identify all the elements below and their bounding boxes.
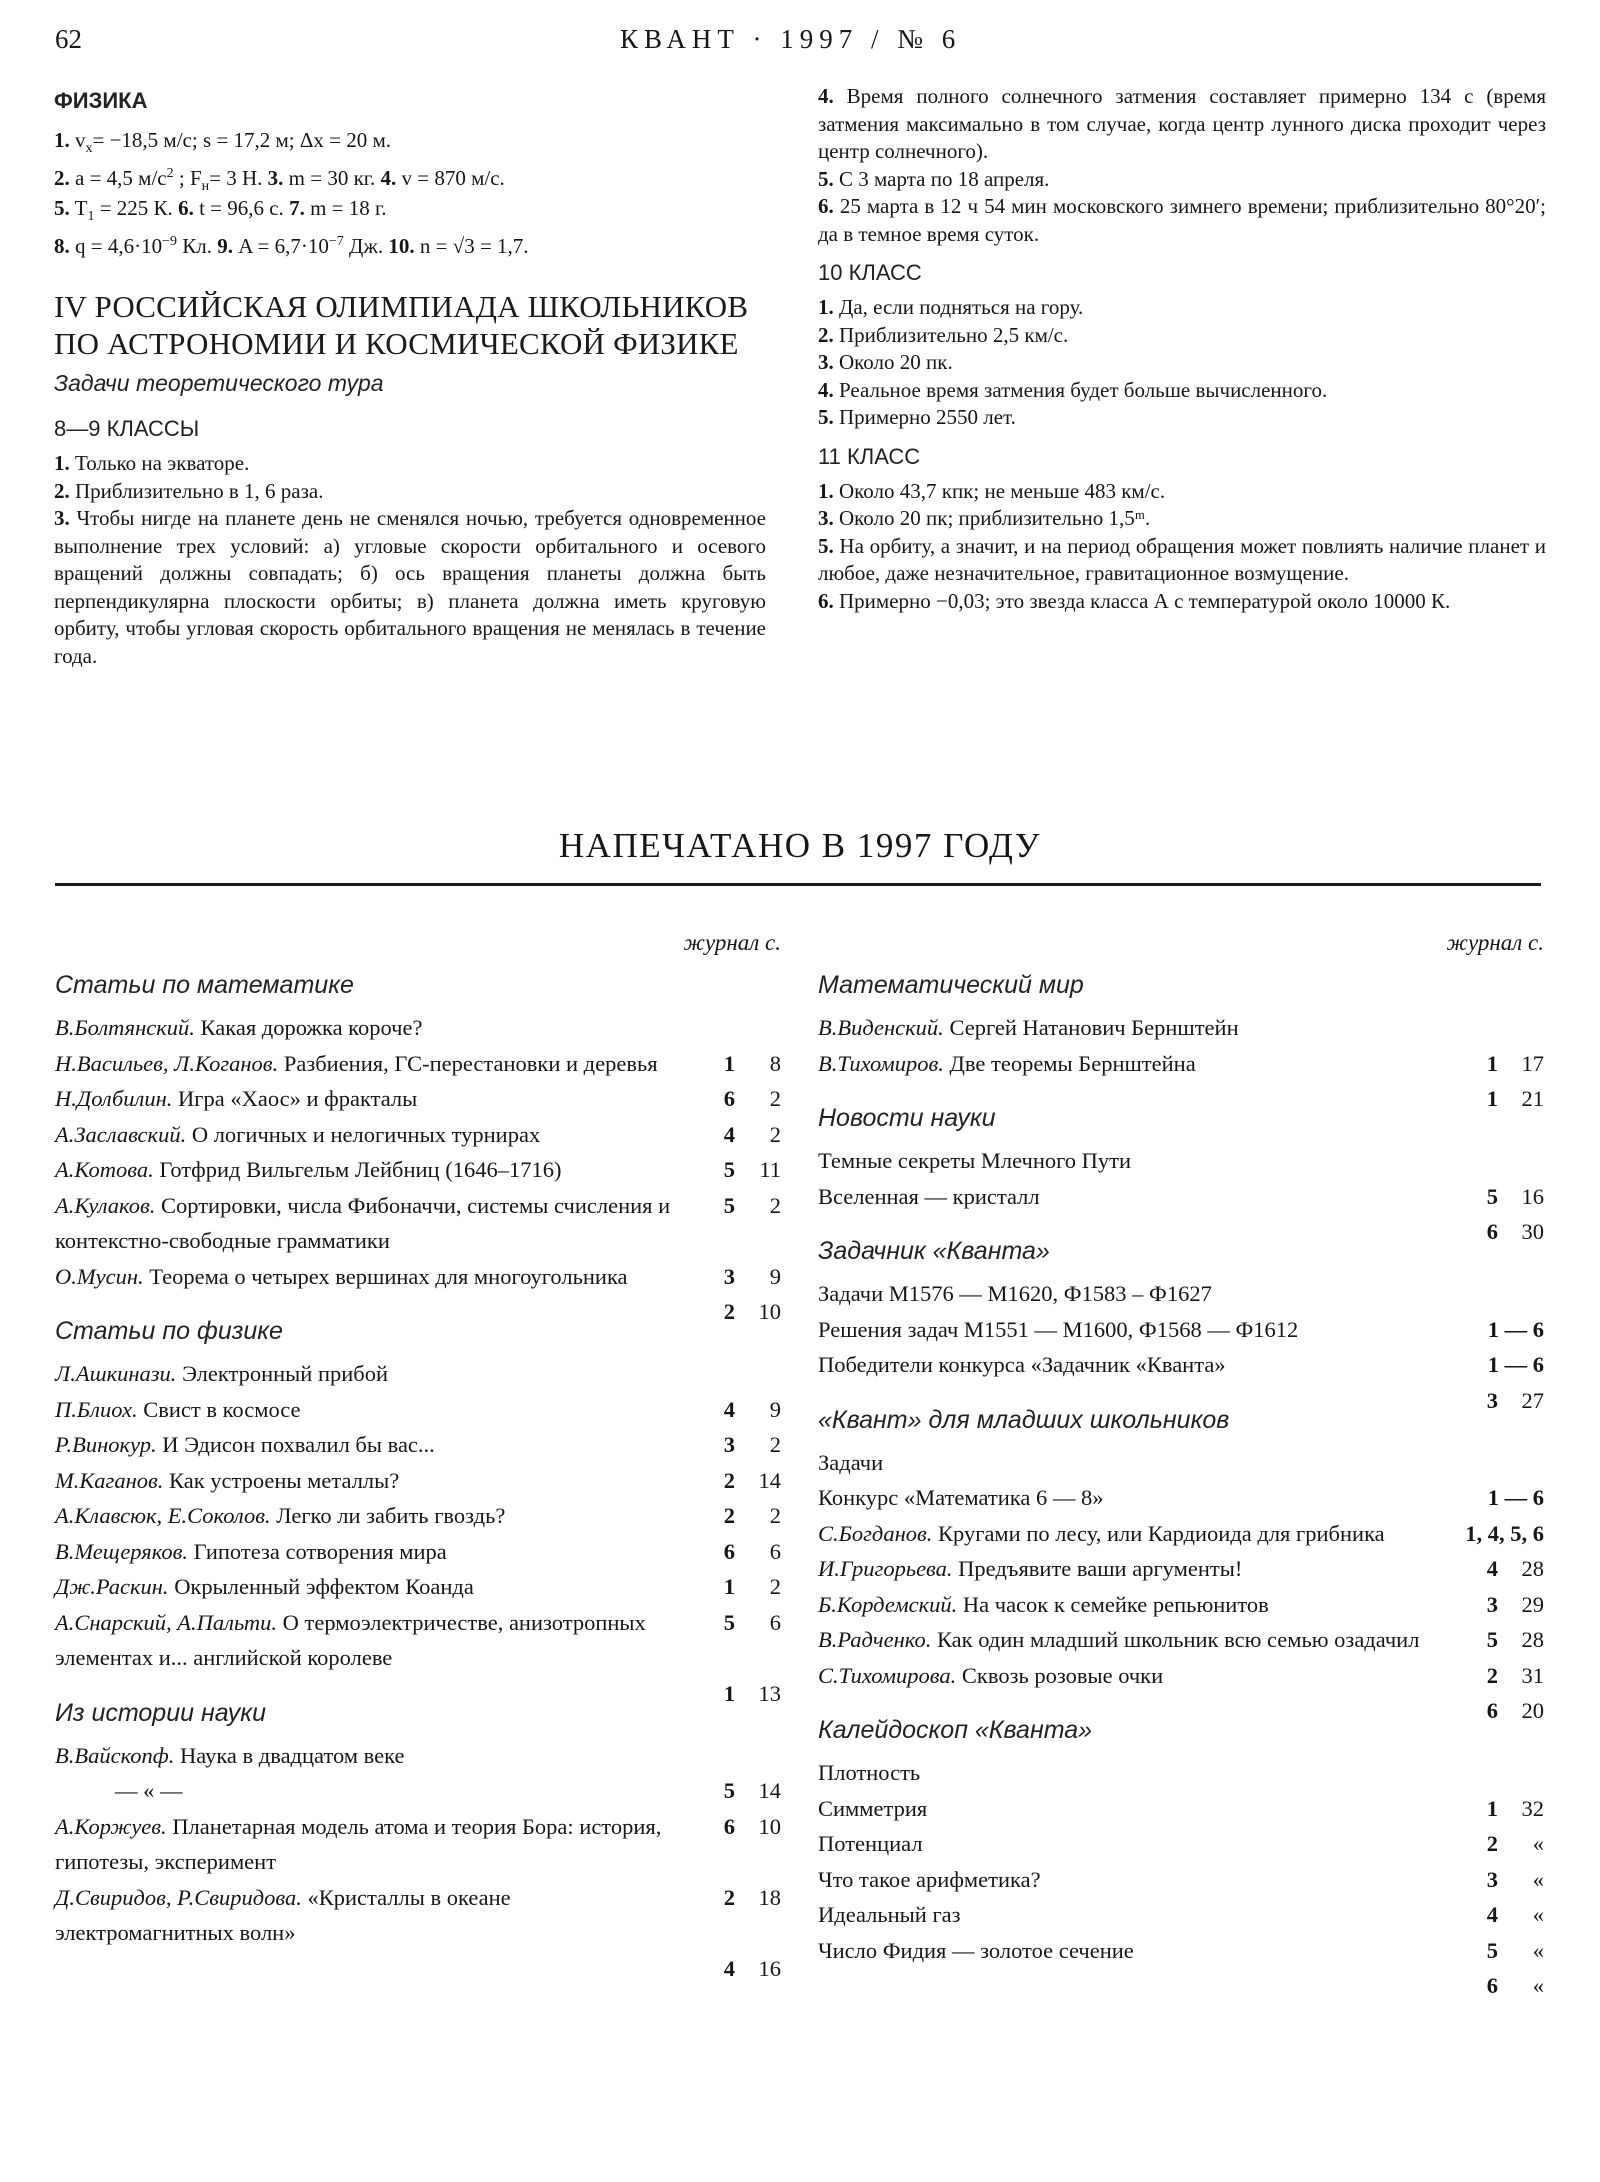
- answer-item: [818, 478, 1546, 506]
- grade-8-9-heading: 8—9 КЛАССЫ: [54, 416, 200, 441]
- answer-text: m = 18 г.: [304, 196, 387, 220]
- issue-number: 5: [723, 1157, 735, 1182]
- category-heading: Задачник «Кванта»: [818, 1237, 1050, 1265]
- entry-title: Гипотеза сотворения мира: [193, 1538, 447, 1564]
- answer-number: 2.: [54, 166, 70, 190]
- entry-title: Две теоремы Бернштейна: [949, 1050, 1196, 1076]
- answer-text: A = 6,7·10: [233, 234, 329, 258]
- answer-text: Чтобы нигде на планете день не сменялся ночью, требуется одновременное выполнение трех условий: а) угловые скорости орбитального и осевого вращений должны совпадать; б) ось вращения планеты должна быть перпендикулярна плоскости орбиты; в) планета должна иметь круговую орбиту, чтобы угловая скорость орбитального вращения не менялась в течение года.: [54, 506, 766, 668]
- answer-number: 1.: [818, 295, 834, 319]
- issue-number: 1: [1486, 1795, 1498, 1821]
- entry-title: Окрыленный эффектом Коанда: [174, 1574, 474, 1599]
- page-ref: 14: [758, 1778, 781, 1803]
- entry-author: В.Виденский.: [818, 1015, 950, 1040]
- answer-number: 7.: [289, 196, 305, 220]
- entry-title: Симметрия: [818, 1795, 928, 1821]
- answer-number: 5.: [818, 166, 834, 191]
- entry-title: Сергей Натанович Бернштейн: [949, 1015, 1239, 1040]
- section-gap: [55, 1294, 781, 1306]
- answer-number: 4.: [818, 377, 834, 402]
- answer-text: Приблизительно в 1, 6 раза.: [69, 478, 324, 503]
- issue-number: 1: [1486, 1086, 1498, 1111]
- entry-title: Сортировки, числа Фибоначчи, системы счисления и контекстно-свободные грамматики: [55, 1192, 671, 1253]
- entry-author: А.Снарский, А.Пальти.: [55, 1609, 283, 1635]
- entry-title: О термоэлектричестве, анизотропных элементах и... английской королеве: [55, 1609, 646, 1670]
- issue-number: 3: [723, 1263, 735, 1289]
- entry-title: На часок к семейке репьюнитов: [962, 1591, 1269, 1617]
- answer-text: На орбиту, а значит, и на период обращения может повлиять наличие планет и любое, даже незначительное, гравитационное возмущение.: [818, 533, 1546, 585]
- page-ref: 10: [758, 1813, 781, 1839]
- answer-item: [818, 322, 1546, 350]
- issue-number: 2: [1486, 1831, 1498, 1856]
- issue-range: 1, 4, 5, 6: [1465, 1520, 1544, 1546]
- answer-number: 6.: [818, 588, 834, 613]
- entry-title: Свист в космосе: [143, 1396, 301, 1422]
- category-heading: Статьи по математике: [55, 971, 354, 999]
- page-ref: 2: [769, 1503, 781, 1528]
- issue-number: 5: [1486, 1937, 1498, 1963]
- issue-number: 1: [723, 1680, 735, 1706]
- grade-11-heading: 11 КЛАСС: [818, 443, 921, 469]
- entry-author: Дж.Раскин.: [55, 1574, 175, 1599]
- section-gap: [818, 1383, 1544, 1395]
- entry-author: С.Тихомирова.: [818, 1662, 962, 1688]
- answer-text: = 3 Н.: [209, 166, 268, 190]
- answer-item: [818, 83, 1546, 166]
- entry-title: Планетарная модель атома и теория Бора: история, гипотезы, эксперимент: [55, 1813, 662, 1874]
- answer-item: [818, 377, 1546, 405]
- entry-title: Предъявите ваши аргументы!: [958, 1556, 1243, 1581]
- superscript: −9: [162, 234, 177, 249]
- answer-item: [818, 505, 1546, 533]
- olympiad-subtitle: Задачи теоретического тура: [54, 370, 384, 396]
- section-gap: [55, 1676, 781, 1688]
- answer-text: m = 30 кг.: [283, 166, 381, 190]
- answer-text: v = 870 м/с.: [396, 166, 505, 190]
- subscript: 1: [87, 209, 95, 225]
- answer-item: [818, 193, 1546, 248]
- answer-number: 4.: [818, 84, 834, 108]
- entry-title: Какая дорожка короче?: [200, 1015, 423, 1040]
- answer-item: [54, 478, 766, 506]
- issue-number: 6: [723, 1538, 735, 1564]
- entry-author: Н.Долбилин.: [55, 1086, 179, 1111]
- issue-number: 1: [723, 1574, 735, 1599]
- index-entry: [818, 1179, 1544, 1244]
- subscript: н: [201, 179, 210, 195]
- page-ref: 2: [769, 1121, 781, 1147]
- entry-title: Вселенная — кристалл: [818, 1183, 1040, 1209]
- answer-item: [818, 588, 1546, 616]
- entry-author: Д.Свиридов, Р.Свиридова.: [55, 1884, 308, 1910]
- page-ref: 27: [1521, 1387, 1544, 1413]
- entry-title: Что такое арифметика?: [818, 1866, 1041, 1892]
- page-ref: «: [1532, 1902, 1544, 1927]
- page-number: 62: [55, 24, 82, 54]
- answer-number: 8.: [54, 234, 70, 258]
- answer-text: q = 4,6·10: [69, 234, 163, 258]
- page-ref: 29: [1521, 1591, 1544, 1617]
- olympiad-title-1: IV РОССИЙСКАЯ ОЛИМПИАДА ШКОЛЬНИКОВ: [54, 289, 749, 324]
- entry-title: Сквозь розовые очки: [961, 1662, 1164, 1688]
- answer-text: Около 20 пк.: [833, 350, 953, 374]
- page-ref: 14: [758, 1467, 781, 1493]
- answer-text: ; F: [173, 166, 202, 190]
- section-gap: [818, 1081, 1544, 1093]
- issue-number: 2: [723, 1299, 735, 1324]
- page-ref: 6: [769, 1538, 781, 1564]
- page-ref: 2: [769, 1086, 781, 1111]
- index-entry: [818, 1347, 1544, 1413]
- answer-text: 25 марта в 12 ч 54 мин московского зимнего времени; приблизительно 80°20′; да в темное время суток.: [818, 194, 1546, 246]
- answers-right-column: [818, 83, 1546, 615]
- physics-heading: ФИЗИКА: [54, 88, 148, 113]
- issue-range: 1 — 6: [1487, 1316, 1544, 1342]
- issue-range: 1 — 6: [1487, 1485, 1544, 1510]
- answer-text: С 3 марта по 18 апреля.: [833, 166, 1050, 191]
- running-header: КВАНТ · 1997 / № 6: [620, 24, 962, 54]
- issue-number: 3: [1486, 1866, 1498, 1892]
- answer-text: = 225 К.: [94, 196, 179, 220]
- entry-author: В.Радченко.: [818, 1627, 937, 1652]
- issue-number: 6: [723, 1086, 735, 1111]
- title-rule: [55, 883, 1541, 886]
- answer-number: 5.: [818, 405, 834, 429]
- entry-title: Потенциал: [818, 1831, 923, 1856]
- answer-item: [818, 404, 1546, 432]
- answer-item: [54, 450, 766, 478]
- index-entry: [55, 1738, 781, 1803]
- entry-title: Конкурс «Математика 6 — 8»: [818, 1485, 1104, 1510]
- physics-answer-line: [54, 126, 766, 160]
- entry-author: В.Вайскопф.: [55, 1742, 180, 1768]
- index-entry: [818, 1658, 1544, 1723]
- index-entry: [55, 1259, 781, 1324]
- answer-text: Приблизительно 2,5 км/с.: [833, 322, 1069, 347]
- entry-author: А.Заславский.: [55, 1121, 192, 1147]
- page-ref: 2: [769, 1192, 781, 1218]
- category-heading: «Квант» для младших школьников: [818, 1405, 1230, 1434]
- column-header: журнал с.: [1446, 930, 1544, 955]
- grade-8-9-answers-continued: [818, 83, 1546, 248]
- olympiad-title-2: ПО АСТРОНОМИИ И КОСМИЧЕСКОЙ ФИЗИКЕ: [54, 326, 739, 361]
- answer-number: 3.: [267, 166, 284, 190]
- issue-number: 6: [1486, 1698, 1498, 1723]
- entry-title: Электронный прибой: [182, 1361, 389, 1386]
- physics-answers: [54, 126, 766, 262]
- page-ref: 18: [758, 1884, 781, 1910]
- index-entry: [55, 1605, 781, 1706]
- index-entry: [55, 1880, 781, 1981]
- entry-author: Н.Васильев, Л.Коганов.: [55, 1050, 284, 1076]
- entry-title: Кругами по лесу, или Кардиоида для грибника: [938, 1520, 1385, 1546]
- page-ref: 21: [1521, 1086, 1544, 1111]
- category-heading: Калейдоскоп «Кванта»: [818, 1716, 1093, 1744]
- entry-author: С.Богданов.: [818, 1520, 938, 1546]
- index-entry: [818, 1046, 1544, 1111]
- entry-author: Б.Кордемский.: [818, 1591, 963, 1617]
- issue-number: 1: [723, 1050, 735, 1076]
- answer-text: Время полного солнечного затмения составляет примерно 134 с (время затмения максимально в том случае, когда центр лунного диска проходит через центр солнечного).: [818, 84, 1546, 163]
- issue-number: 2: [723, 1884, 735, 1910]
- answer-number: 2.: [54, 478, 70, 503]
- answer-text: T: [69, 196, 88, 220]
- page-ref: 20: [1521, 1698, 1544, 1723]
- issue-number: 3: [723, 1432, 735, 1457]
- issue-number: 1: [1486, 1050, 1498, 1076]
- answer-text: Да, если подняться на гору.: [833, 295, 1084, 319]
- page-ref: «: [1532, 1831, 1544, 1856]
- entry-author: В.Тихомиров.: [818, 1050, 950, 1076]
- physics-answer-line: [54, 228, 766, 262]
- page-ref: 28: [1521, 1627, 1544, 1652]
- issue-number: 5: [1486, 1183, 1498, 1209]
- subscript: x: [85, 141, 93, 157]
- answer-text: Только на экваторе.: [69, 451, 250, 475]
- issue-number: 5: [1486, 1627, 1498, 1652]
- answer-text: Примерно −0,03; это звезда класса А с температурой около 10000 К.: [833, 588, 1451, 613]
- entry-author: А.Кулаков.: [55, 1192, 161, 1218]
- answer-text: n = √3 = 1,7.: [414, 234, 529, 258]
- page-ref: 30: [1521, 1219, 1544, 1244]
- answer-item: [54, 505, 766, 670]
- entry-title: Задачи М1576 — М1620, Ф1583 – Ф1627: [818, 1281, 1212, 1306]
- issue-number: 4: [723, 1955, 735, 1981]
- page-ref: 17: [1521, 1050, 1544, 1076]
- page-ref: 13: [758, 1680, 781, 1706]
- entry-author: А.Коржуев.: [55, 1813, 173, 1839]
- page-ref: «: [1532, 1937, 1544, 1963]
- entry-title: И Эдисон похвалил бы вас...: [162, 1432, 435, 1457]
- entry-title: Наука в двадцатом веке: [180, 1742, 405, 1768]
- answer-text: t = 96,6 с.: [193, 196, 290, 220]
- entry-author: О.Мусин.: [55, 1263, 150, 1289]
- entry-title: Темные секреты Млечного Пути: [818, 1148, 1132, 1173]
- index-title: НАПЕЧАТАНО В 1997 ГОДУ: [558, 826, 1042, 865]
- issue-number: 4: [1486, 1902, 1498, 1927]
- answer-text: v: [69, 128, 86, 152]
- answer-text: Около 20 пк; приблизительно 1,5ᵐ.: [833, 506, 1151, 530]
- superscript: 2: [166, 166, 174, 181]
- entry-author: В.Мещеряков.: [55, 1538, 194, 1564]
- page-ref: 2: [769, 1574, 781, 1599]
- grade-10-answers: [818, 294, 1546, 432]
- entry-title: Разбиения, ГС-перестановки и деревья: [283, 1050, 658, 1076]
- page-ref: 31: [1521, 1662, 1544, 1688]
- entry-title: — « —: [115, 1778, 183, 1803]
- issue-number: 5: [723, 1609, 735, 1635]
- answer-number: 1.: [818, 478, 834, 503]
- issue-number: 2: [723, 1467, 735, 1493]
- page-ref: 16: [1521, 1183, 1544, 1209]
- page-ref: 16: [758, 1955, 781, 1981]
- issue-number: 3: [1486, 1591, 1498, 1617]
- answer-item: [818, 533, 1546, 588]
- category-heading: Из истории науки: [55, 1698, 266, 1727]
- page-ref: 6: [769, 1609, 781, 1635]
- answer-item: [818, 166, 1546, 194]
- answer-number: 5.: [54, 196, 70, 220]
- answer-number: 4.: [380, 166, 397, 190]
- superscript: −7: [328, 234, 344, 249]
- page-ref: 32: [1521, 1795, 1544, 1821]
- page-ref: 9: [769, 1396, 781, 1422]
- answer-number: 3.: [54, 506, 70, 530]
- answer-number: 1.: [54, 128, 70, 152]
- entry-title: Плотность: [818, 1760, 921, 1785]
- answer-item: [818, 294, 1546, 322]
- answer-item: [818, 349, 1546, 377]
- entry-title: Теорема о четырех вершинах для многоугольника: [149, 1263, 628, 1289]
- answer-number: 2.: [818, 322, 834, 347]
- category-heading: Новости науки: [818, 1104, 996, 1132]
- issue-number: 5: [723, 1192, 735, 1218]
- answer-number: 6.: [818, 194, 834, 218]
- page-ref: 11: [759, 1157, 781, 1182]
- index-left-column: [55, 930, 781, 1981]
- answer-number: 3.: [818, 350, 834, 374]
- answer-text: Дж.: [343, 234, 389, 258]
- issue-range: 1 — 6: [1487, 1352, 1544, 1377]
- answer-text: = −18,5 м/с; s = 17,2 м; Δx = 20 м.: [92, 128, 391, 152]
- answer-number: 6.: [178, 196, 194, 220]
- entry-title: Число Фидия — золотое сечение: [818, 1937, 1134, 1963]
- answer-text: a = 4,5 м/с: [69, 166, 167, 190]
- answer-number: 5.: [818, 533, 834, 558]
- page-ref: «: [1532, 1973, 1544, 1998]
- entry-author: В.Болтянский.: [55, 1015, 201, 1040]
- page-ref: 2: [769, 1432, 781, 1457]
- entry-title: О логичных и нелогичных турнирах: [191, 1121, 541, 1147]
- issue-number: 5: [723, 1778, 735, 1803]
- answers-left-column: [54, 88, 766, 670]
- issue-number: 2: [723, 1503, 735, 1528]
- index-right-column: [818, 930, 1544, 1998]
- issue-number: 6: [723, 1813, 735, 1839]
- entry-title: Легко ли забить гвоздь?: [276, 1503, 506, 1528]
- issue-number: 2: [1486, 1662, 1498, 1688]
- entry-author: Л.Ашкинази.: [55, 1361, 183, 1386]
- entry-author: М.Каганов.: [55, 1467, 170, 1493]
- column-header: журнал с.: [683, 930, 781, 955]
- page-ref: 28: [1521, 1556, 1544, 1581]
- entry-title: Задачи: [818, 1449, 884, 1475]
- issue-number: 6: [1486, 1973, 1498, 1998]
- answer-text: Около 43,7 кпк; не меньше 483 км/с.: [833, 478, 1166, 503]
- page-ref: «: [1532, 1866, 1544, 1892]
- grade-10-heading: 10 КЛАСС: [818, 260, 922, 285]
- physics-answer-line: [54, 160, 766, 194]
- entry-title: Готфрид Вильгельм Лейбниц (1646–1716): [159, 1157, 562, 1182]
- index-entry: [818, 1933, 1544, 1998]
- entry-title: Игра «Хаос» и фракталы: [178, 1086, 418, 1111]
- answer-text: Примерно 2550 лет.: [833, 405, 1016, 429]
- entry-title: Как устроены металлы?: [169, 1467, 400, 1493]
- entry-title: Как один младший школьник всю семью озадачил: [936, 1627, 1420, 1652]
- entry-author: Р.Винокур.: [55, 1432, 163, 1457]
- entry-title: Решения задач М1551 — М1600, Ф1568 — Ф1612: [818, 1316, 1299, 1342]
- entry-author: И.Григорьева.: [818, 1556, 959, 1581]
- issue-number: 4: [1486, 1556, 1498, 1581]
- grade-11-answers: [818, 478, 1546, 616]
- physics-answer-line: [54, 194, 766, 228]
- entry-title: Победители конкурса «Задачник «Кванта»: [818, 1352, 1226, 1377]
- issue-number: 4: [723, 1121, 735, 1147]
- answer-text: Кл.: [177, 234, 218, 258]
- page-ref: 10: [758, 1299, 781, 1324]
- answer-number: 9.: [217, 234, 233, 258]
- issue-number: 4: [723, 1396, 735, 1422]
- entry-author: А.Клавсюк, Е.Соколов.: [55, 1503, 277, 1528]
- page-ref: 9: [769, 1263, 781, 1289]
- issue-number: 3: [1486, 1387, 1498, 1413]
- category-heading: Статьи по физике: [55, 1317, 283, 1345]
- answer-text: Реальное время затмения будет больше вычисленного.: [833, 377, 1328, 402]
- entry-title: Идеальный газ: [818, 1902, 961, 1927]
- answer-number: 10.: [388, 234, 415, 258]
- entry-author: А.Котова.: [55, 1157, 160, 1182]
- issue-number: 6: [1486, 1219, 1498, 1244]
- section-gap: [818, 1693, 1544, 1705]
- grade-8-9-answers: [54, 450, 766, 670]
- answer-number: 1.: [54, 451, 70, 475]
- answer-number: 3.: [818, 506, 834, 530]
- page-ref: 8: [769, 1050, 781, 1076]
- entry-title: «Кристаллы в океане электромагнитных волн»: [55, 1884, 511, 1945]
- section-gap: [818, 1214, 1544, 1226]
- entry-author: П.Блиох.: [55, 1396, 144, 1422]
- category-heading: Математический мир: [818, 971, 1084, 999]
